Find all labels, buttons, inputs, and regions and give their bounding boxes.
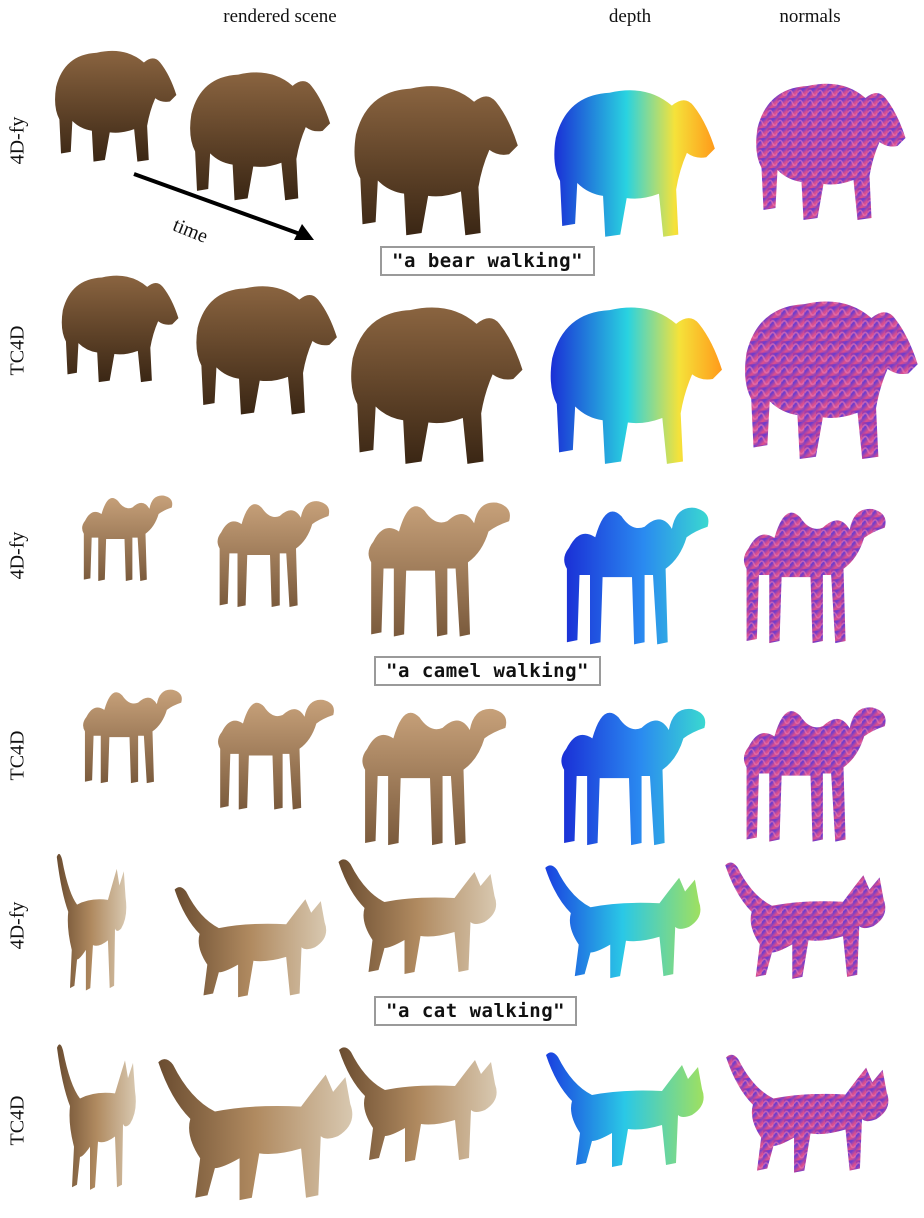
- caption-bear: "a bear walking": [380, 246, 595, 276]
- camel-4dfy-depth: [548, 484, 716, 664]
- row-label-cat-tc4d: TC4D: [6, 1095, 29, 1145]
- camel-4dfy-frame-1: [72, 462, 177, 612]
- bear-tc4d-depth: [540, 278, 725, 473]
- cat-4dfy-depth: [540, 858, 710, 986]
- cat-4dfy-normals: [720, 855, 895, 987]
- cat-4dfy-frame-3: [332, 852, 507, 982]
- cat-tc4d-frame-3: [335, 1030, 505, 1180]
- column-header-rendered: rendered scene: [223, 6, 337, 27]
- row-label-camel-tc4d: TC4D: [6, 730, 29, 780]
- bear-4dfy-frame-2: [182, 48, 332, 208]
- cat-4dfy-frame-1: [55, 845, 130, 1000]
- cat-tc4d-normals: [722, 1040, 897, 1188]
- row-label-cat-4dfy: 4D-fy: [6, 901, 29, 949]
- row-label-bear-tc4d: TC4D: [6, 325, 29, 375]
- row-label-camel-4dfy: 4D-fy: [6, 531, 29, 579]
- caption-camel: "a camel walking": [374, 656, 601, 686]
- camel-4dfy-frame-2: [205, 470, 335, 635]
- bear-tc4d-frame-1: [55, 252, 180, 392]
- cat-tc4d-frame-1: [55, 1035, 140, 1200]
- camel-tc4d-frame-2: [205, 668, 340, 838]
- column-header-normals: normals: [779, 6, 841, 27]
- time-label: time: [169, 214, 211, 248]
- camel-4dfy-normals: [728, 484, 893, 664]
- camel-4dfy-frame-3: [350, 480, 520, 655]
- bear-4dfy-frame-1: [48, 24, 178, 174]
- column-header-depth: depth: [608, 6, 652, 27]
- bear-4dfy-normals: [740, 58, 915, 228]
- bear-tc4d-normals: [735, 270, 920, 470]
- bear-tc4d-frame-3: [338, 278, 528, 473]
- row-label-bear-4dfy: 4D-fy: [6, 116, 29, 164]
- camel-tc4d-frame-3: [345, 686, 515, 864]
- camel-tc4d-frame-1: [72, 660, 187, 810]
- cat-tc4d-depth: [542, 1040, 712, 1180]
- caption-cat: "a cat walking": [374, 996, 577, 1026]
- bear-tc4d-frame-2: [186, 262, 341, 422]
- bear-4dfy-depth: [545, 58, 717, 250]
- camel-tc4d-normals: [728, 680, 893, 865]
- camel-tc4d-depth: [545, 686, 713, 864]
- bear-4dfy-frame-3: [345, 56, 520, 246]
